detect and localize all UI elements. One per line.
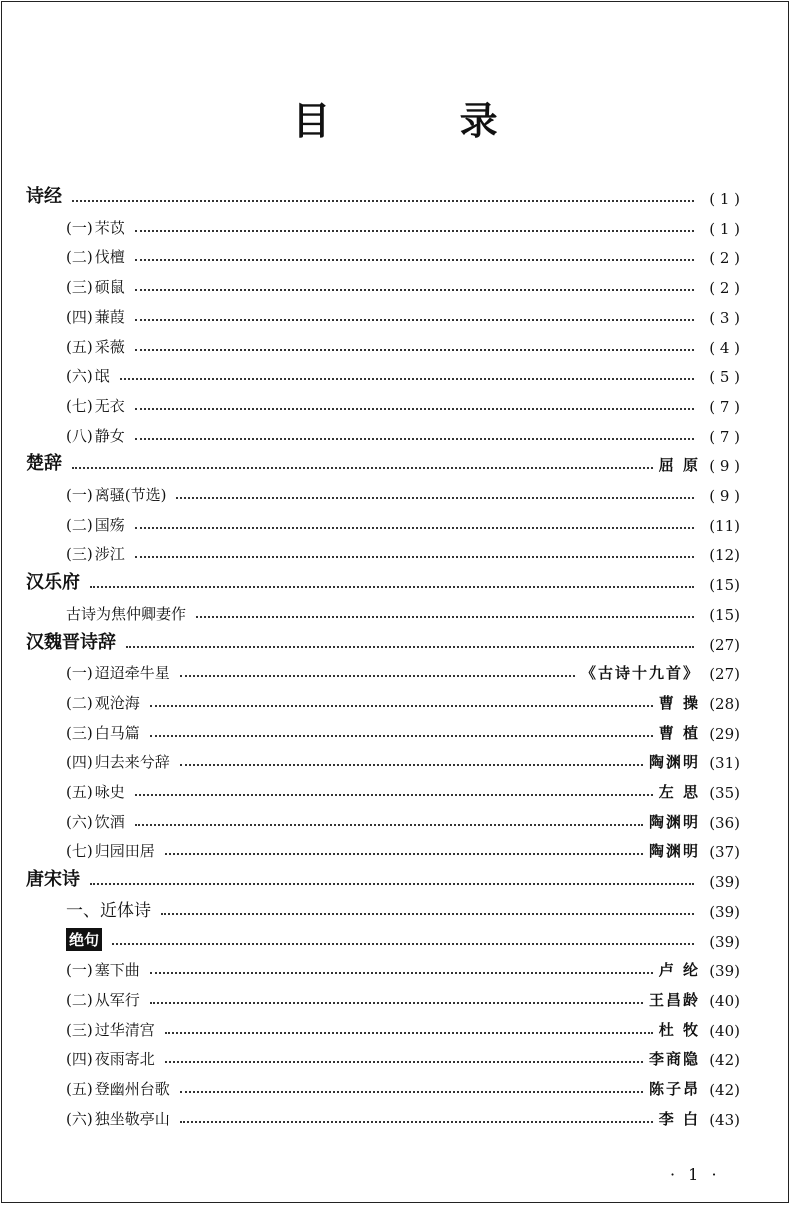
toc-entry-title: 归园田居 (94, 842, 155, 861)
dot-leader (135, 436, 694, 440)
toc-entry-title: 古诗为焦仲卿妻作 (66, 604, 187, 623)
toc-entry-page: ( 2 ) (709, 249, 740, 268)
toc-entry-author: 陶渊明 (648, 842, 700, 861)
dot-leader (126, 644, 694, 648)
toc-entry[interactable] (2, 1039, 788, 1069)
dot-leader (165, 1030, 653, 1034)
toc-entry-page: (40) (709, 1021, 740, 1040)
toc-entry-title: 静女 (94, 426, 125, 445)
toc-entry-number: (七) (66, 842, 93, 861)
toc-entry[interactable] (2, 891, 788, 921)
toc-entry-title: 楚辞 (26, 453, 62, 475)
dot-leader (135, 257, 694, 261)
toc-entry-author: 曹 植 (658, 723, 700, 742)
toc-section-entry[interactable] (2, 178, 788, 208)
toc-entry-author: 王昌龄 (648, 990, 700, 1009)
toc-entry-page: (27) (709, 635, 740, 654)
toc-entry-page: (42) (709, 1081, 740, 1099)
toc-section-entry[interactable] (2, 445, 788, 475)
toc-entry-author: 曹 操 (658, 693, 700, 712)
toc-entry-title: 绝句 (66, 928, 102, 951)
toc-entry-author: 陈子昂 (648, 1080, 700, 1098)
toc-entry-title: 过华清宫 (94, 1020, 155, 1039)
toc-entry[interactable] (2, 594, 788, 624)
toc-entry-title: 独坐敬亭山 (94, 1109, 170, 1128)
toc-entry[interactable] (2, 950, 788, 980)
toc-entry-number: (五) (66, 337, 93, 356)
toc-entry-number: (五) (66, 1080, 93, 1098)
dot-leader (72, 465, 653, 469)
toc-section-entry[interactable] (2, 564, 788, 594)
dot-leader (120, 376, 694, 380)
toc-entry-title: 唐宋诗 (26, 869, 80, 891)
toc-entry-author: 杜 牧 (658, 1020, 700, 1039)
dot-leader (135, 406, 694, 410)
toc-entry-author: 陶渊明 (648, 812, 700, 831)
toc-entry-number: (五) (66, 783, 93, 801)
toc-entry-title: 国殇 (94, 515, 125, 534)
dot-leader (90, 584, 694, 588)
toc-entry-number: (八) (66, 426, 93, 445)
dot-leader (135, 822, 643, 826)
document-page (1, 1, 789, 1203)
toc-entry-number: (三) (66, 723, 93, 742)
toc-entry[interactable] (2, 327, 788, 357)
toc-entry-author: 左 思 (658, 783, 700, 801)
toc-entry-page: ( 4 ) (709, 338, 740, 357)
dot-leader (135, 287, 694, 291)
toc-entry-title: 伐檀 (94, 248, 125, 267)
dot-leader (180, 1089, 643, 1093)
toc-entry-page: (40) (709, 991, 740, 1010)
toc-section-entry[interactable] (2, 861, 788, 891)
toc-entry-title: 氓 (94, 367, 110, 386)
toc-entry-page: ( 7 ) (709, 397, 740, 416)
toc-entry-title: 迢迢牵牛星 (94, 664, 170, 683)
toc-entry-title: 无衣 (94, 396, 125, 415)
toc-entry-page: (39) (709, 962, 740, 981)
toc-entry-title: 观沧海 (94, 693, 140, 712)
toc-entry-title: 从军行 (94, 990, 140, 1009)
toc-entry-number: (六) (66, 1109, 93, 1128)
toc-entry-page: (15) (709, 576, 740, 595)
toc-entry-title: 饮酒 (94, 812, 125, 831)
dot-leader (150, 733, 653, 737)
toc-entry-author: 李 白 (658, 1109, 700, 1128)
toc-entry-page: (28) (709, 694, 740, 713)
dot-leader (150, 1000, 643, 1004)
toc-entry-number: (四) (66, 307, 93, 326)
toc-entry-page: ( 5 ) (709, 368, 740, 387)
toc-entry-title: 咏史 (94, 783, 125, 801)
toc-entry-number: (一) (66, 218, 93, 237)
toc-entry-title: 白马篇 (94, 723, 140, 742)
toc-entry-number: (二) (66, 515, 93, 534)
toc-entry-page: ( 9 ) (709, 457, 740, 476)
toc-entry[interactable] (2, 683, 788, 713)
toc-entry-page: ( 1 ) (709, 190, 740, 208)
toc-entry-page: (12) (709, 546, 740, 565)
toc-entry[interactable] (2, 653, 788, 683)
toc-entry[interactable] (2, 208, 788, 238)
toc-entry-number: (六) (66, 367, 93, 386)
dot-leader (135, 317, 694, 321)
toc-entry[interactable] (2, 267, 788, 297)
toc-entry[interactable] (2, 386, 788, 416)
toc-entry-number: (四) (66, 1050, 93, 1069)
dot-leader (135, 792, 653, 796)
toc-entry[interactable] (2, 416, 788, 446)
toc-entry-page: (36) (709, 813, 740, 832)
dot-leader (165, 1059, 643, 1063)
toc-entry[interactable] (2, 1010, 788, 1040)
toc-entry[interactable] (2, 237, 788, 267)
toc-entry-title: 涉江 (94, 545, 125, 564)
toc-entry-number: (一) (66, 486, 93, 504)
dot-leader (196, 614, 694, 618)
toc-entry-page: (39) (709, 932, 740, 951)
toc-entry-number: (六) (66, 812, 93, 831)
dot-leader (150, 970, 653, 974)
toc-entry-page: (31) (709, 754, 740, 773)
toc-entry-title: 采薇 (94, 337, 125, 356)
toc-entry[interactable] (2, 297, 788, 327)
toc-entry[interactable] (2, 772, 788, 802)
toc-entry-author: 屈 原 (658, 456, 700, 475)
dot-leader (135, 228, 694, 232)
toc-entry-page: (35) (709, 784, 740, 802)
toc-entry-title: 塞下曲 (94, 961, 140, 980)
toc-entry-page: (29) (709, 724, 740, 743)
toc-entry-page: ( 9 ) (709, 487, 740, 505)
toc-entry-page: ( 3 ) (709, 308, 740, 327)
toc-entry-title: 汉魏晋诗辞 (26, 631, 116, 653)
dot-leader (135, 525, 694, 529)
dot-leader (72, 198, 694, 202)
toc-entry-number: (二) (66, 693, 93, 712)
dot-leader (135, 554, 694, 558)
toc-entry-title: 芣苡 (94, 218, 125, 237)
toc-entry-title: 离骚(节选) (94, 486, 167, 504)
toc-entry-page: (43) (709, 1110, 740, 1129)
toc-entry-page: ( 7 ) (709, 427, 740, 446)
toc-entry[interactable] (2, 534, 788, 564)
toc-entry[interactable] (2, 713, 788, 743)
toc-section-entry[interactable] (2, 624, 788, 654)
toc-entry-number: (一) (66, 664, 93, 683)
dot-leader (180, 1119, 653, 1123)
toc-entry-page: (42) (709, 1051, 740, 1070)
dot-leader (165, 851, 643, 855)
toc-entry[interactable] (2, 1099, 788, 1129)
toc-entry-author: 陶渊明 (648, 753, 700, 772)
toc-entry[interactable] (2, 802, 788, 832)
toc-entry-page: ( 2 ) (709, 279, 740, 298)
toc-entry-title: 硕鼠 (94, 278, 125, 297)
toc-entry-author: 卢 纶 (658, 961, 700, 980)
toc-entry-page: (39) (709, 902, 740, 921)
toc-entry-title: 夜雨寄北 (94, 1050, 155, 1069)
dot-leader (180, 673, 575, 677)
toc-entry-title: 蒹葭 (94, 307, 125, 326)
dot-leader (135, 347, 694, 351)
toc-entry-number: (三) (66, 278, 93, 297)
toc-entry[interactable] (2, 1069, 788, 1099)
toc-entry-number: (三) (66, 1020, 93, 1039)
page-number: · 1 · (670, 1165, 721, 1184)
toc-entry[interactable] (2, 921, 788, 951)
toc-entry-number: (二) (66, 990, 93, 1009)
toc-entry-page: (39) (709, 873, 740, 892)
toc-entry-page: (27) (709, 665, 740, 684)
toc-entry-title: 归去来兮辞 (94, 753, 170, 772)
toc-entry-number: (二) (66, 248, 93, 267)
toc-entry-title: 登幽州台歌 (94, 1080, 170, 1098)
toc-entry-page: (11) (709, 516, 740, 535)
toc-entry[interactable] (2, 831, 788, 861)
dot-leader (90, 881, 694, 885)
toc-entry[interactable] (2, 980, 788, 1010)
page-title: 目 录 (292, 99, 556, 143)
toc-entry-page: ( 1 ) (709, 219, 740, 238)
dot-leader (150, 703, 653, 707)
dot-leader (161, 911, 694, 915)
toc-entry-author: 《古诗十九首》 (580, 664, 700, 683)
toc-entry-number: (一) (66, 961, 93, 980)
toc-entry-page: (37) (709, 843, 740, 862)
dot-leader (176, 495, 694, 499)
dot-leader (112, 941, 694, 945)
toc-entry-title: 一、近体诗 (66, 900, 151, 921)
toc-entry[interactable] (2, 356, 788, 386)
toc-entry-page: (15) (709, 605, 740, 624)
toc-entry-number: (七) (66, 396, 93, 415)
toc-entry-number: (三) (66, 545, 93, 564)
toc-entry-title: 诗经 (26, 186, 62, 207)
dot-leader (180, 762, 643, 766)
toc-entry[interactable] (2, 742, 788, 772)
toc-entry-title: 汉乐府 (26, 572, 80, 594)
toc-entry-author: 李商隐 (648, 1050, 700, 1069)
toc-entry[interactable] (2, 505, 788, 535)
toc-entry[interactable] (2, 475, 788, 505)
toc-entry-number: (四) (66, 753, 93, 772)
